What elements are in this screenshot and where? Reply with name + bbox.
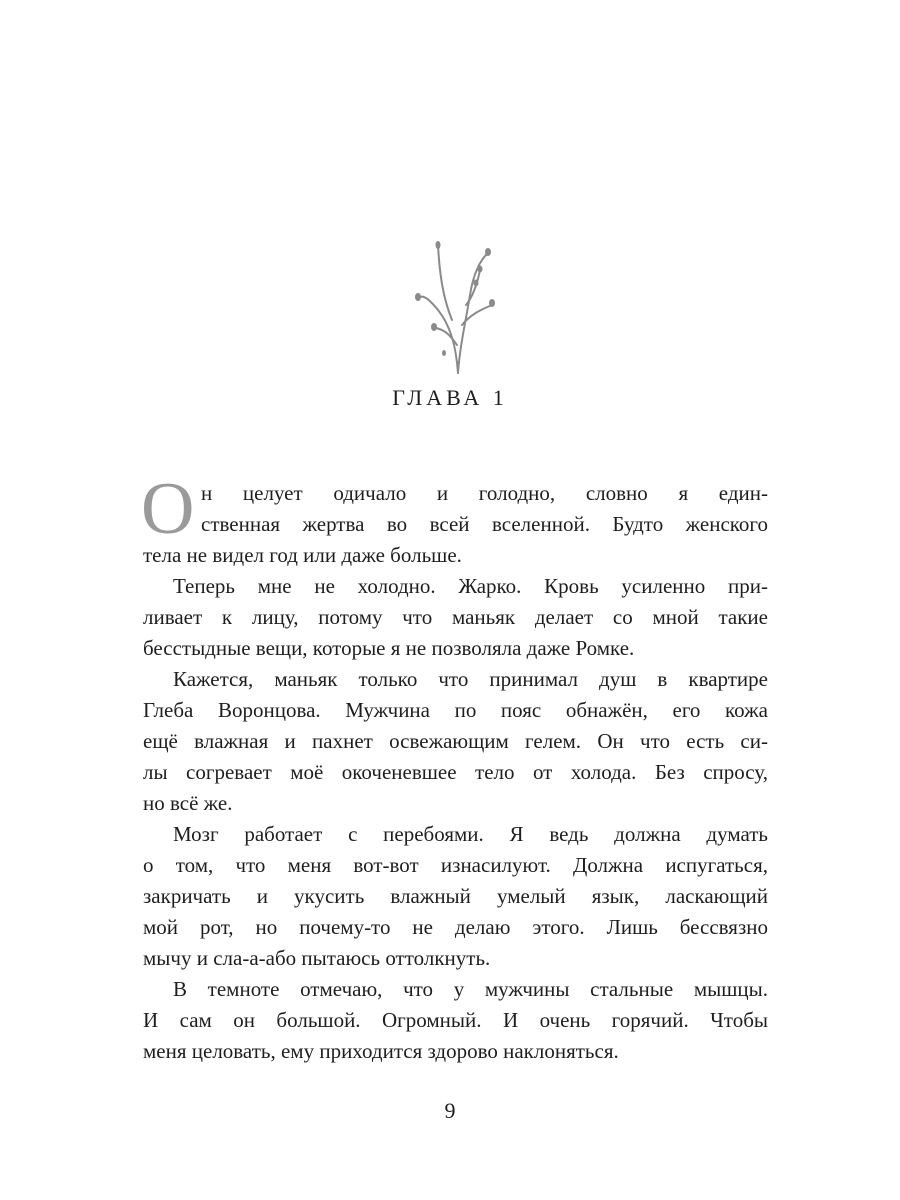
chapter-title: ГЛАВА 1 xyxy=(392,385,508,410)
text-line: мычу и сла-а-або пытаюсь оттолкнуть. xyxy=(143,946,491,970)
text-line: И сам он большой. Огромный. И очень горячий. Чтобы xyxy=(143,1008,768,1032)
text-line: н целует одичало и голодно, словно я един- xyxy=(201,481,768,505)
text-line: ливает к лицу, потому что маньяк делает со мной такие xyxy=(143,605,768,629)
text-line: В темноте отмечаю, что у мужчины стальные мышцы. xyxy=(173,977,768,1001)
text-line: бесстыдные вещи, которые я не позволяла даже Ромке. xyxy=(143,636,635,660)
text-line: ственная жертва во всей вселенной. Будто женского xyxy=(201,512,768,536)
text-line: Глеба Воронцова. Мужчина по пояс обнажён, его кожа xyxy=(143,698,768,722)
page-number: 9 xyxy=(444,1098,456,1123)
text-line: лы согревает моё окоченевшее тело от холода. Без спросу, xyxy=(143,760,768,784)
text-line: меня целовать, ему приходится здорово наклоняться. xyxy=(143,1039,619,1063)
text-line: закричать и укусить влажный умелый язык, ласкающий xyxy=(143,884,768,908)
text-line: Теперь мне не холодно. Жарко. Кровь усиленно при- xyxy=(173,574,768,598)
text-line: о том, что меня вот-вот изнасилуют. Должна испугаться, xyxy=(143,853,768,877)
text-line: ещё влажная и пахнет освежающим гелем. Он что есть си- xyxy=(143,729,768,753)
body-text xyxy=(141,468,768,1067)
text-line: мой рот, но почему-то не делаю этого. Лишь бессвязно xyxy=(143,915,768,939)
text-line: тела не видел год или даже больше. xyxy=(143,543,462,567)
floral-ornament-icon xyxy=(400,225,510,375)
text-line: Мозг работает с перебоями. Я ведь должна думать xyxy=(173,822,768,846)
text-line: но всё же. xyxy=(143,791,233,815)
drop-cap: О xyxy=(141,468,195,550)
text-line: Кажется, маньяк только что принимал душ в квартире xyxy=(173,667,768,691)
